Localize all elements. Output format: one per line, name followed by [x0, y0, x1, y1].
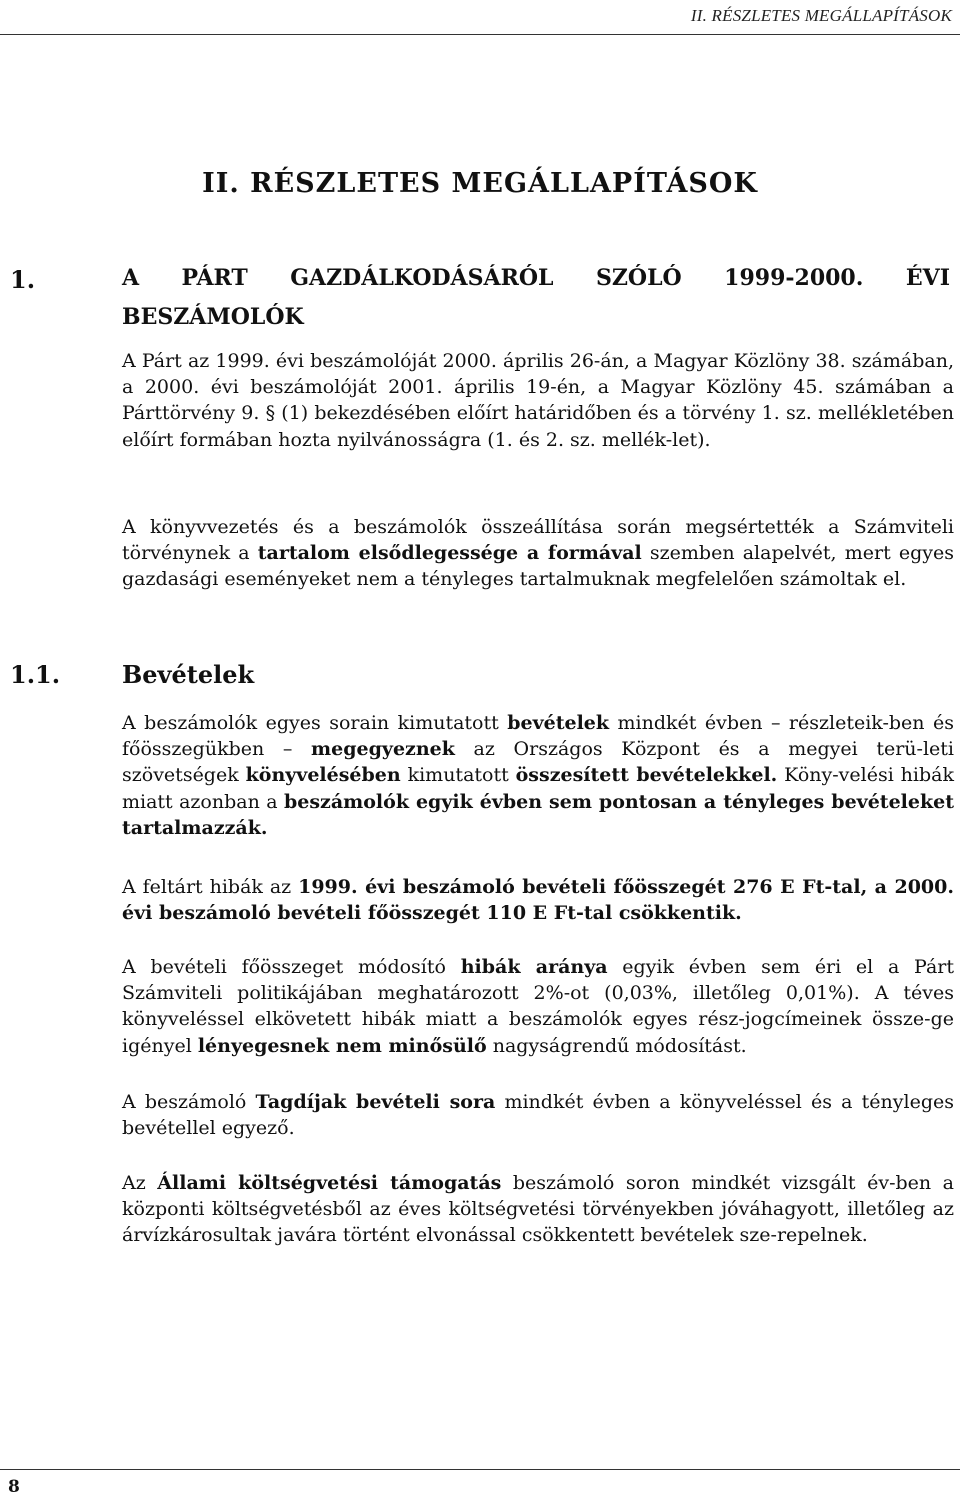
text-span: A beszámoló [122, 1091, 256, 1113]
text-span: A feltárt hibák az [122, 876, 299, 898]
text-span: egyik évben sem éri el a Párt Számviteli politikájában meghatározott 2%-ot (0,03%, illetőleg 0,01%). A téves könyveléssel elkövetett hibák miatt a beszámolók egyes rész-jogcímeinek össze-ge igényel [122, 956, 954, 1057]
bold-span: lényegesnek nem minősülő [197, 1034, 487, 1057]
text-span: kimutatott [400, 764, 516, 787]
paragraph-3 [122, 710, 954, 841]
section-title-line1: A PÁRT GAZDÁLKODÁSÁRÓL SZÓLÓ 1999-2000. ÉVI [122, 265, 950, 291]
subsection-title: Bevételek [122, 660, 255, 689]
text-span: az Országos Központ és a megyei terü-leti szövetségek [122, 738, 954, 787]
subsection-number: 1.1. [10, 660, 61, 689]
page-number: 8 [8, 1477, 20, 1497]
header-rule [0, 34, 960, 35]
text-span: szemben alapelvét, mert egyes gazdasági eseményeket nem a tényleges tartalmuknak megfelelően számoltak el. [122, 542, 954, 591]
paragraph-7 [122, 1170, 954, 1249]
bold-span: könyvelésében [245, 764, 401, 787]
bold-span: tartalom elsődlegessége a formával [257, 542, 642, 565]
bold-span: Tagdíjak bevételi sora [255, 1091, 496, 1113]
text-span: mindkét évben a könyveléssel és a tényleges bevétellel egyező. [122, 1091, 954, 1140]
bold-span: bevételek [507, 712, 610, 734]
text-span: nagyságrendű módosítást. [486, 1034, 747, 1057]
bold-span: hibák aránya [460, 956, 608, 978]
paragraph-6 [122, 1089, 954, 1141]
text-span: A bevételi főösszeget módosító [122, 956, 461, 978]
footer-rule [0, 1469, 960, 1470]
bold-span: Állami költségvetési támogatás [157, 1172, 502, 1194]
paragraph-4 [122, 874, 954, 926]
text-span: beszámoló soron mindkét vizsgált év-ben a központi költségvetésből az éves költségvetési törvényekben jóváhagyott, illetőleg az árvízkárosultak javára történt elvonással csökkentett bevételek sze-repelnek. [122, 1172, 954, 1247]
bold-span: beszámolók egyik évben sem pontosan a tényleges bevételeket tartalmazzák. [122, 790, 954, 839]
paragraph-5 [122, 954, 954, 1059]
bold-span: összesített bevételekkel. [515, 764, 778, 787]
section-title-line2: BESZÁMOLÓK [122, 304, 304, 330]
text-span: mindkét évben – részleteik-ben és főösszegükben – [122, 712, 954, 761]
bold-span: megegyeznek [311, 738, 455, 761]
paragraph-2 [122, 514, 954, 593]
text-span: Az [122, 1172, 158, 1194]
running-header: II. RÉSZLETES MEGÁLLAPÍTÁSOK [690, 6, 952, 25]
bold-span: 1999. évi beszámoló bevételi főösszegét 276 E Ft-tal, a 2000. évi beszámoló bevételi főösszegét 110 E Ft-tal csökkentik. [122, 876, 954, 925]
section-number: 1. [10, 265, 36, 294]
chapter-title: II. RÉSZLETES MEGÁLLAPÍTÁSOK [202, 168, 758, 199]
text-span: A beszámolók egyes sorain kimutatott [122, 712, 508, 734]
text-span: Köny-velési hibák miatt azonban a [122, 764, 954, 813]
paragraph-1: A Párt az 1999. évi beszámolóját 2000. április 26-án, a Magyar Közlöny 38. számában, a 2000. évi beszámolóját 2001. április 19-én, a Magyar Közlöny 45. számában a Párttörvény 9. § (1) bekezdésében előírt határidőben és a törvény 1. sz. mellékletében előírt formában hozta nyilvánosságra (1. és 2. sz. mellék-let). [122, 350, 954, 451]
text-span: A könyvvezetés és a beszámolók összeállítása során megsértették a Számviteli törvénynek a [122, 516, 954, 565]
